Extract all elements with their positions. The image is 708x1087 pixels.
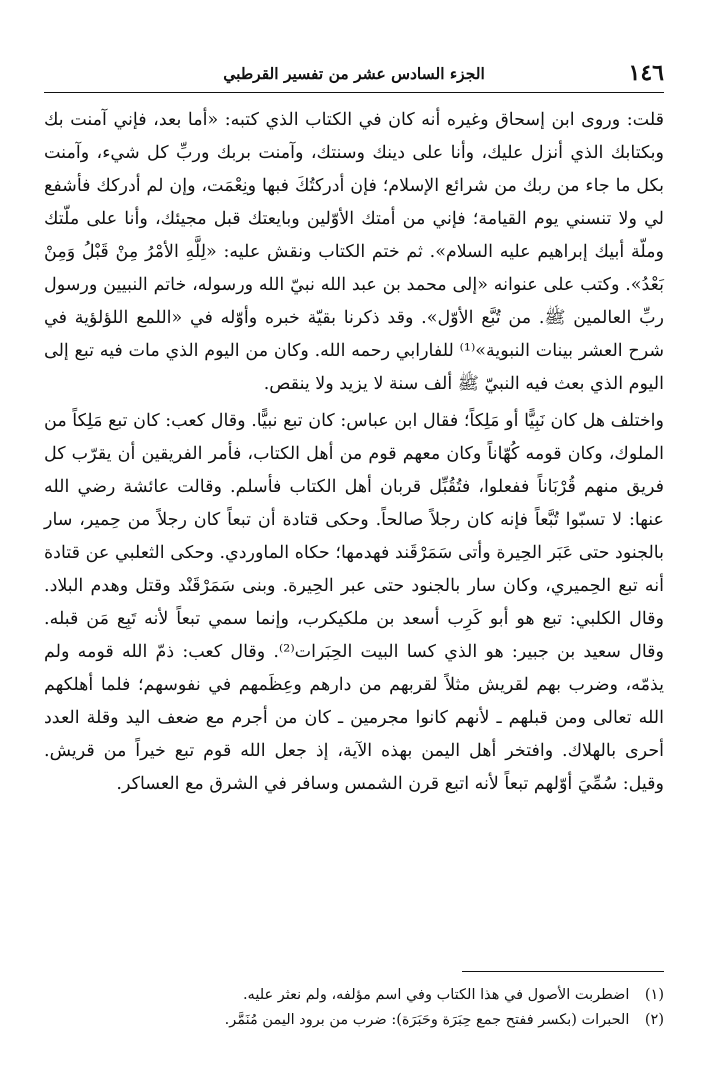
- page-number: ١٤٦: [628, 60, 664, 86]
- running-title: الجزء السادس عشر من تفسير القرطبي: [223, 64, 485, 83]
- footnote-number: (١): [644, 987, 664, 1003]
- footnote-text: الحبرات (بكسر ففتح جمع حِبَرَة وحَبَرَة): ضرب من برود اليمن مُنَمَّر.: [224, 1012, 630, 1028]
- footnote: [44, 983, 664, 1008]
- footnote: [44, 1008, 664, 1033]
- footnote-separator: [462, 971, 664, 972]
- main-text: [44, 104, 664, 801]
- paragraph-letter: قلت: وروى ابن إسحاق وغيره أنه كان في الكتاب الذي كتبه: «أما بعد، فإني آمنت بك وبكتابك الذي أنزل عليك، وأنا على دينك وسنتك، وآمنت بربك وربِّ كل شيء، وآمنت بكل ما جاء من ربك من شرائع الإسلام؛ فإن أدركتُكَ فبها ونِعْمَت، وإن لم أدركك فأشفع لي ولا تنسني يوم القيامة؛ فإني من أمتك الأوّلين وبايعتك قبل مجيئك، وأنا على ملّتك وملّة أبيك إبراهيم عليه السلام». ثم ختم الكتاب ونقش عليه: «لِلَّهِ الأمْرُ مِنْ قَبْلُ وَمِنْ بَعْدُ». وكتب على عنوانه «إلى محمد بن عبد الله نبيّ الله ورسوله، خاتم النبيين ورسول ربِّ العالمين ﷺ. من تُبَّع الأوّل». وقد ذكرنا بقيّة خبره وأوّله في «اللمع اللؤلؤية في شرح العشر بينات النبوية»⁽¹⁾ للفارابي رحمه الله. وكان من اليوم الذي مات فيه تبع إلى اليوم الذي بعث فيه النبيّ ﷺ ألف سنة لا يزيد ولا ينقص.: [44, 110, 665, 394]
- paragraph-tubba: واختلف هل كان نَبِيًّا أو مَلِكاً؛ فقال ابن عباس: كان تبع نبيًّا. وقال كعب: كان تبع مَلِكاً من الملوك، وكان قومه كُهّاناً وكان معهم قوم من أهل الكتاب، فأمر الفريقين أن يقرّب كل فريق منهم قُرْبَاناً ففعلوا، فتُقُبِّل قربان أهل الكتاب فأسلم. وقالت عائشة رضي الله عنها: لا تسبّوا تُبَّعاً فإنه كان رجلاً صالحاً. وحكى قتادة أن تبعاً كان رجلاً من حِمير، سار بالجنود حتى عَبَر الحِيرة وأتى سَمَرْقَند فهدمها؛ حكاه الماوردي. وحكى الثعلبي عن قتادة أنه تبع الحِميري، وكان سار بالجنود حتى عبر الحِيرة. وبنى سَمَرْقَنْد وقتل وهدم البلاد. وقال الكلبي: تبع هو أبو كَرِب أسعد بن ملكيكرب، وإنما سمي تبعاً لأنه تَبِع مَن قبله. وقال سعيد بن جبير: هو الذي كسا البيت الحِبَرات⁽²⁾. وقال كعب: ذمّ الله قومه ولم يذمّه، وضرب بهم لقريش مثلاً لقربهم من دارهم وعِظَمهم في نفوسهم؛ فلما أهلكهم الله تعالى ومن قبلهم ـ لأنهم كانوا مجرمين ـ كان من أجرم مع ضعف اليد وقلة العدد أحرى بالهلاك. وافتخر أهل اليمن بهذه الآية، إذ جعل الله قوم تبع خيراً من قريش. وقيل: سُمِّيَ أوّلهم تبعاً لأنه اتبع قرن الشمس وسافر في الشرق مع العساكر.: [44, 411, 664, 794]
- page-header: [44, 58, 664, 93]
- footnotes: [44, 983, 664, 1033]
- footnote-number: (٢): [644, 1012, 664, 1028]
- footnote-text: اضطربت الأصول في هذا الكتاب وفي اسم مؤلفه، ولم نعثر عليه.: [242, 987, 630, 1003]
